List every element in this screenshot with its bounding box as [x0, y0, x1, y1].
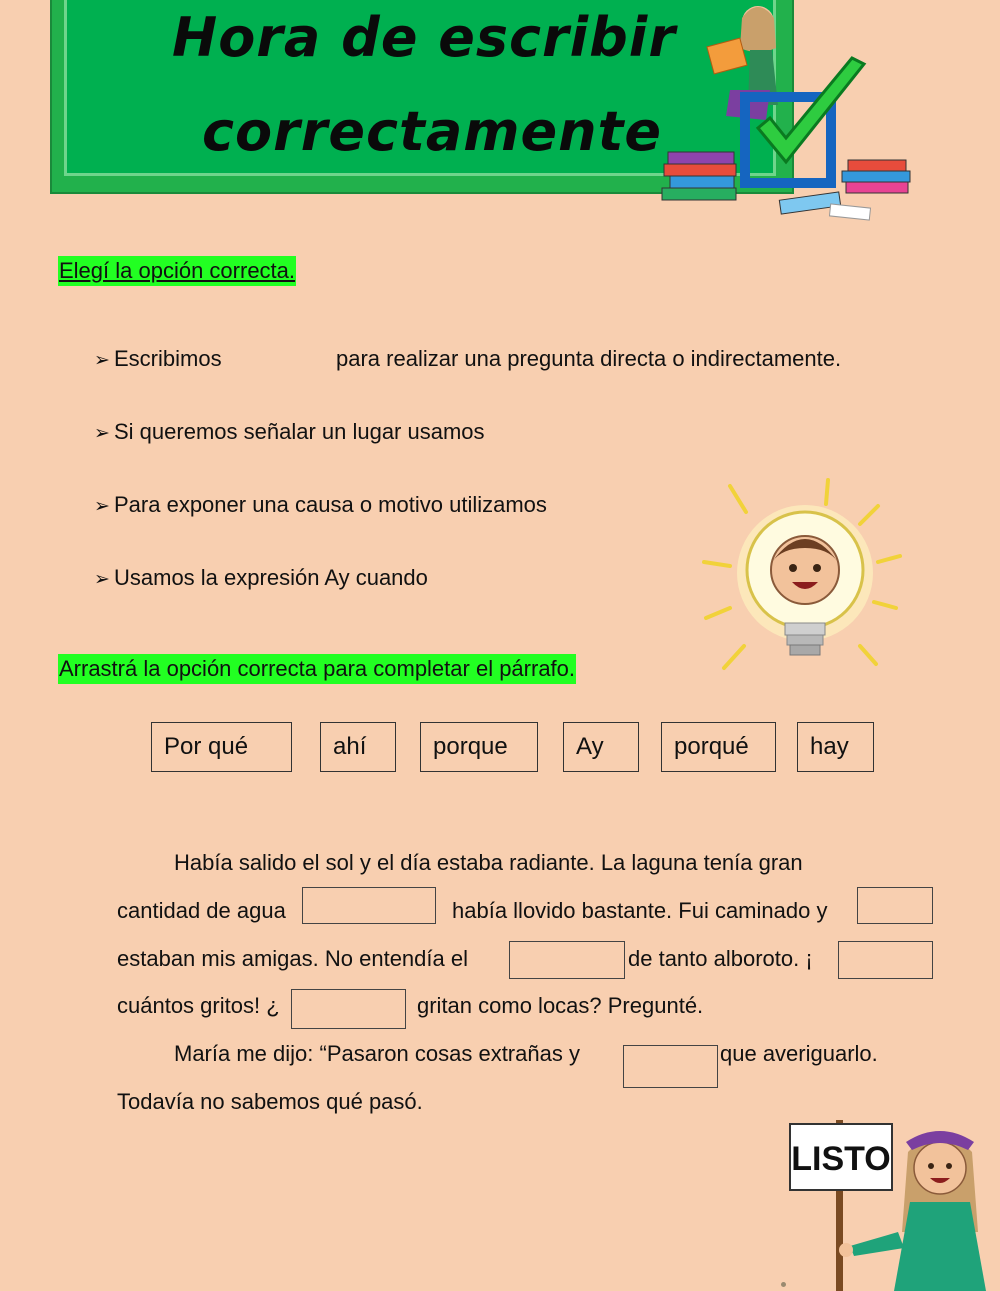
question-item-1-continuation: para realizar una pregunta directa o indirectamente. — [336, 346, 842, 371]
paragraph-line-2a: cantidad de agua — [117, 898, 286, 923]
paragraph-line-5b: que averiguarlo. — [720, 1041, 878, 1066]
paragraph-line-4a: cuántos gritos! ¿ — [117, 993, 280, 1018]
drag-option-porque-noun[interactable]: porqué — [661, 722, 776, 772]
question-item-2 — [94, 419, 485, 445]
paragraph-line-2b: había llovido bastante. Fui caminado y — [452, 898, 828, 923]
drop-zone-5[interactable] — [291, 989, 406, 1029]
paragraph-line-6: Todavía no sabemos qué pasó. — [117, 1089, 423, 1114]
arrow-bullet-icon: ➢ — [94, 423, 110, 444]
arrow-bullet-icon: ➢ — [94, 350, 110, 371]
drag-option-hay[interactable]: hay — [797, 722, 874, 772]
drop-zone-2[interactable] — [857, 887, 933, 924]
listo-sign-text[interactable]: LISTO — [791, 1140, 891, 1178]
listo-sign-character[interactable] — [780, 1112, 990, 1291]
arrow-bullet-icon: ➢ — [94, 496, 110, 517]
drag-option-por-que[interactable]: Por qué — [151, 722, 292, 772]
arrow-bullet-icon: ➢ — [94, 569, 110, 590]
drag-option-ay[interactable]: Ay — [563, 722, 639, 772]
page-title-line-1: Hora de escribir — [172, 6, 676, 69]
page-title-line-2: correctamente — [202, 100, 663, 163]
drag-option-porque[interactable]: porque — [420, 722, 538, 772]
question-item-3 — [94, 492, 547, 518]
question-text: Escribimos — [114, 346, 222, 371]
instruction-drag: Arrastrá la opción correcta para completar el párrafo. — [58, 654, 576, 684]
page-dot — [781, 1282, 786, 1287]
question-item-1 — [94, 346, 222, 372]
paragraph-line-5a: María me dijo: “Pasaron cosas extrañas y — [174, 1041, 580, 1066]
paragraph-line-3a: estaban mis amigas. No entendía el — [117, 946, 468, 971]
drag-option-ahi[interactable]: ahí — [320, 722, 396, 772]
drop-zone-6[interactable] — [623, 1045, 718, 1088]
lightbulb-icon — [700, 478, 910, 688]
paragraph-line-3b: de tanto alboroto. ¡ — [628, 946, 813, 971]
question-text: Si queremos señalar un lugar usamos — [114, 419, 485, 444]
instruction-choose: Elegí la opción correcta. — [58, 256, 296, 286]
question-text: Para exponer una causa o motivo utilizamos — [114, 492, 547, 517]
paragraph-line-1: Había salido el sol y el día estaba radiante. La laguna tenía gran — [174, 850, 803, 875]
drop-zone-4[interactable] — [838, 941, 933, 979]
question-text: Usamos la expresión Ay cuando — [114, 565, 428, 590]
books-checkmark-illustration — [650, 0, 920, 225]
drop-zone-3[interactable] — [509, 941, 625, 979]
paragraph-line-4b: gritan como locas? Pregunté. — [417, 993, 704, 1018]
drop-zone-1[interactable] — [302, 887, 436, 924]
question-item-4 — [94, 565, 428, 591]
